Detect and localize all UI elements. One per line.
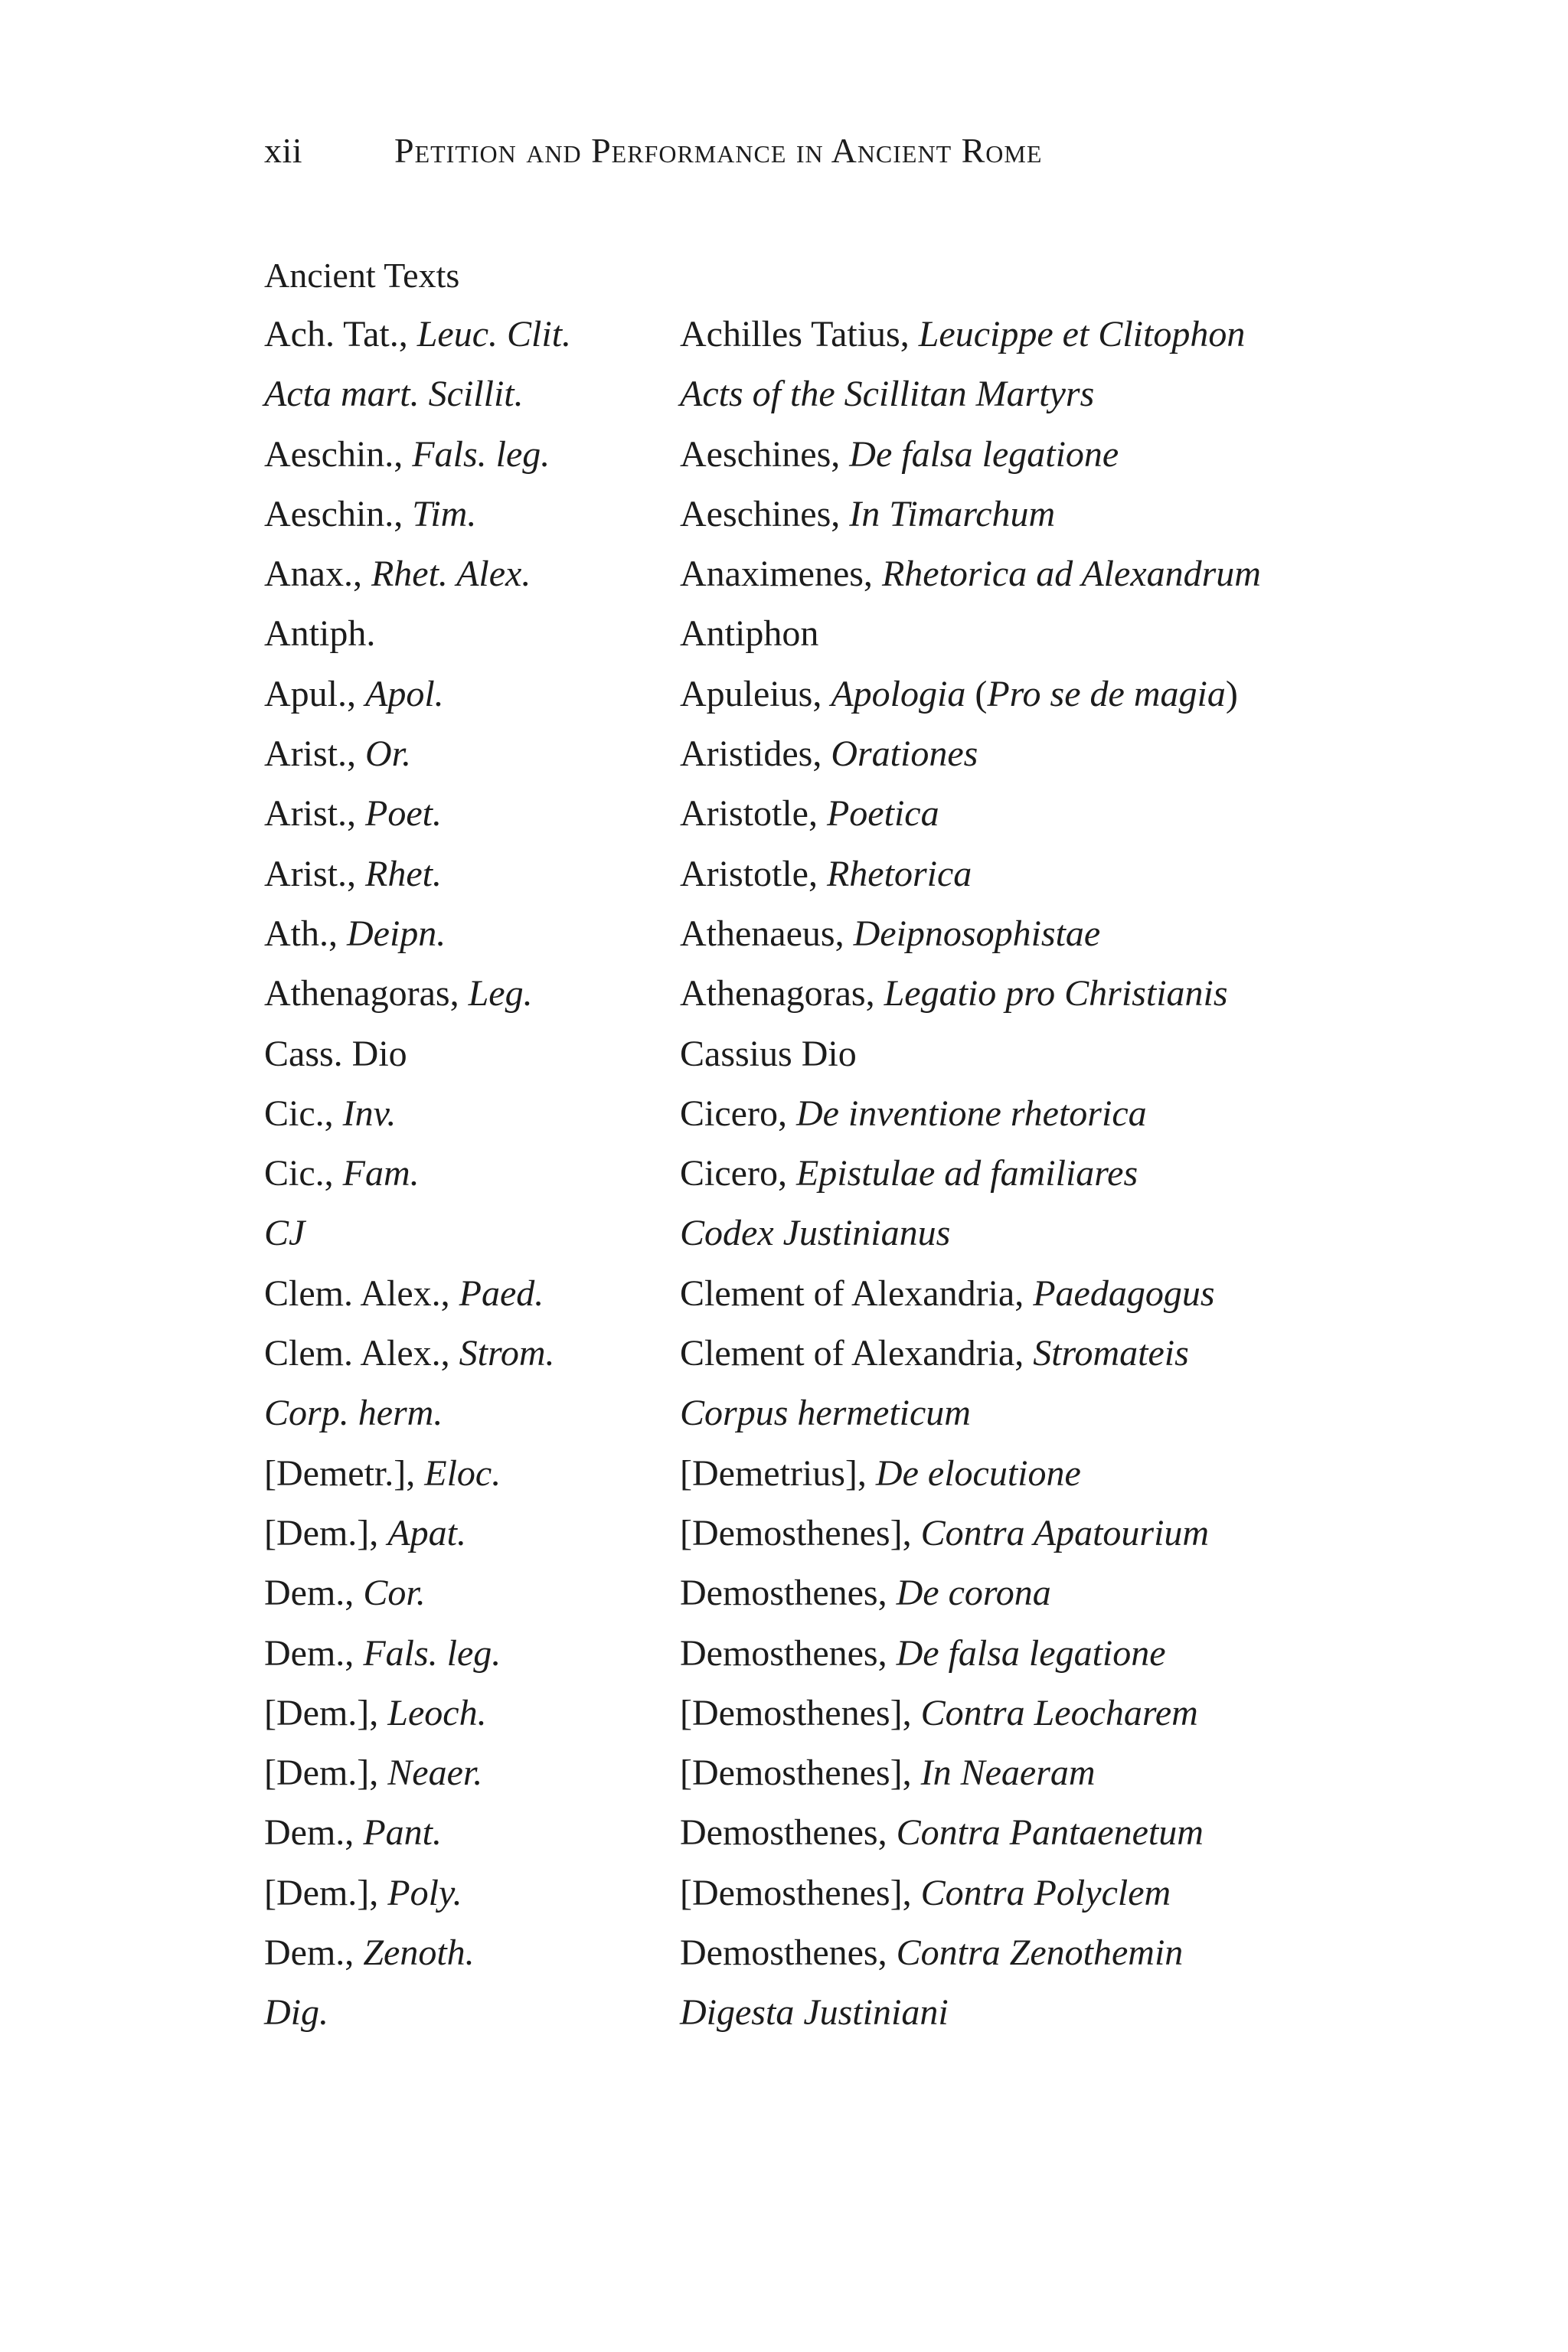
roman-text: Arist., [264, 853, 365, 894]
list-item [264, 964, 1413, 1024]
abbreviation [264, 1324, 680, 1383]
italic-text: In Neaeram [920, 1753, 1096, 1794]
list-item [264, 724, 1413, 784]
italic-text: Apol. [365, 673, 444, 714]
list-item [264, 904, 1413, 964]
italic-text: Leoch. [387, 1692, 487, 1733]
roman-text: Demosthenes, [680, 1812, 897, 1854]
abbreviation [264, 1684, 680, 1743]
abbreviation [264, 1144, 680, 1204]
roman-text: Aristides, [680, 733, 831, 775]
list-item [264, 1084, 1413, 1144]
list-item [264, 364, 1413, 424]
italic-text: Poet. [365, 793, 442, 835]
abbreviation [264, 1923, 680, 1983]
abbreviation [264, 1264, 680, 1324]
list-item [264, 305, 1413, 364]
italic-text: Deipnosophistae [853, 913, 1101, 954]
abbreviation [264, 425, 680, 485]
italic-text: Rhet. [365, 853, 442, 894]
full-title [680, 305, 1245, 364]
roman-text: Clement of Alexandria, [680, 1333, 1034, 1374]
abbreviation [264, 784, 680, 844]
roman-text: Arist., [264, 793, 365, 835]
running-title: Petition and Performance in Ancient Rome [394, 131, 1043, 170]
italic-text: Orationes [831, 733, 978, 775]
full-title [680, 1144, 1138, 1204]
roman-text: Cassius Dio [680, 1033, 857, 1074]
abbreviation [264, 1504, 680, 1563]
roman-text: Aristotle, [680, 853, 827, 894]
roman-text: Dem., [264, 1632, 364, 1674]
abbreviation [264, 904, 680, 964]
roman-text: Ach. Tat., [264, 314, 417, 354]
italic-text: Apologia [831, 673, 966, 714]
full-title [680, 1563, 1051, 1623]
list-item [264, 604, 1413, 664]
full-title [680, 1084, 1147, 1144]
list-item [264, 544, 1413, 604]
abbreviation [264, 1563, 680, 1623]
abbreviation [264, 1024, 680, 1084]
full-title [680, 1803, 1204, 1863]
roman-text: Cass. Dio [264, 1033, 407, 1074]
italic-text: Contra Apatourium [920, 1512, 1210, 1553]
roman-text: [Demosthenes], [680, 1872, 921, 1913]
abbreviation [264, 1444, 680, 1504]
roman-text: Dem., [264, 1932, 364, 1974]
full-title [680, 964, 1228, 1024]
italic-text: Epistulae ad familiares [795, 1153, 1138, 1194]
full-title [680, 1624, 1166, 1684]
roman-text: ) [1225, 673, 1238, 714]
italic-text: De elocutione [875, 1452, 1081, 1494]
italic-text: Digesta Justiniani [680, 1992, 949, 2034]
full-title [680, 1324, 1189, 1383]
list-item [264, 1504, 1413, 1563]
italic-text: De falsa legatione [896, 1632, 1166, 1674]
full-title [680, 1983, 949, 2043]
roman-text: Cicero, [680, 1093, 796, 1134]
running-header [264, 130, 1338, 184]
roman-text: Cicero, [680, 1153, 796, 1194]
abbreviation [264, 485, 680, 544]
italic-text: De corona [896, 1573, 1051, 1614]
list-item [264, 1563, 1413, 1623]
abbreviation [264, 665, 680, 724]
list-item [264, 1624, 1413, 1684]
roman-text: [Demosthenes], [680, 1512, 921, 1553]
italic-text: Eloc. [424, 1452, 501, 1494]
list-item [264, 1144, 1413, 1204]
roman-text: Clem. Alex., [264, 1333, 459, 1374]
abbreviation [264, 1624, 680, 1684]
full-title [680, 1923, 1183, 1983]
abbreviation-list [264, 305, 1413, 2043]
roman-text: Apuleius, [680, 673, 831, 714]
abbreviation [264, 364, 680, 424]
full-title [680, 1383, 971, 1443]
roman-text: Aeschin., [264, 493, 413, 534]
roman-text: Ath., [264, 913, 347, 954]
abbreviation [264, 964, 680, 1024]
list-item [264, 1684, 1413, 1743]
roman-text: Demosthenes, [680, 1632, 897, 1674]
italic-text: Poetica [826, 793, 939, 835]
roman-text: Demosthenes, [680, 1932, 897, 1974]
list-item [264, 1983, 1413, 2043]
full-title [680, 784, 939, 844]
full-title [680, 544, 1261, 604]
italic-text: Rhetorica ad Alexandrum [881, 554, 1261, 595]
roman-text: Antiph. [264, 613, 376, 655]
italic-text: Zenoth. [363, 1932, 475, 1974]
abbreviation [264, 544, 680, 604]
abbreviation [264, 724, 680, 784]
italic-text: Strom. [459, 1333, 555, 1374]
full-title [680, 844, 972, 904]
roman-text: Aeschines, [680, 493, 850, 534]
list-item [264, 1264, 1413, 1324]
italic-text: Deipn. [347, 913, 446, 954]
list-item [264, 1024, 1413, 1084]
italic-text: Inv. [342, 1093, 397, 1134]
roman-text: [Dem.], [264, 1872, 388, 1913]
section-title: Ancient Texts [264, 256, 460, 295]
italic-text: Stromateis [1033, 1333, 1189, 1374]
italic-text: De inventione rhetorica [795, 1093, 1147, 1134]
full-title [680, 724, 978, 784]
list-item [264, 844, 1413, 904]
italic-text: Pro se de magia [987, 673, 1226, 714]
italic-text: Rhet. Alex. [371, 554, 531, 595]
roman-text: Cic., [264, 1153, 343, 1194]
italic-text: In Timarchum [849, 493, 1056, 534]
italic-text: Tim. [412, 493, 477, 534]
full-title [680, 1504, 1209, 1563]
roman-text: Athenaeus, [680, 913, 854, 954]
full-title [680, 604, 818, 664]
roman-text: Cic., [264, 1093, 343, 1134]
full-title [680, 665, 1238, 724]
italic-text: Corp. herm. [264, 1393, 443, 1434]
italic-text: Paedagogus [1033, 1272, 1215, 1314]
roman-text: Arist., [264, 733, 365, 775]
roman-text: Anaximenes, [680, 554, 882, 595]
roman-text: [Demosthenes], [680, 1753, 921, 1794]
roman-text: [Demetr.], [264, 1452, 425, 1494]
full-title [680, 1864, 1171, 1923]
roman-text: Dem., [264, 1573, 364, 1614]
italic-text: Or. [365, 733, 412, 775]
roman-text: Clem. Alex., [264, 1272, 459, 1314]
roman-text: Aeschin., [264, 433, 413, 475]
list-item [264, 665, 1413, 724]
italic-text: Fals. leg. [363, 1632, 501, 1674]
full-title [680, 904, 1100, 964]
roman-text: Antiphon [680, 613, 819, 655]
full-title [680, 1204, 950, 1263]
full-title [680, 1024, 857, 1084]
italic-text: Paed. [459, 1272, 544, 1314]
list-item [264, 1204, 1413, 1263]
italic-text: Leg. [468, 973, 533, 1014]
page-number: xii [264, 131, 303, 170]
list-item [264, 1743, 1413, 1803]
full-title [680, 1684, 1198, 1743]
roman-text: Dem., [264, 1812, 364, 1854]
roman-text: Demosthenes, [680, 1573, 897, 1614]
italic-text: Contra Pantaenetum [896, 1812, 1204, 1854]
italic-text: Leuc. Clit. [416, 314, 572, 354]
full-title [680, 1743, 1096, 1803]
full-title [680, 364, 1094, 424]
abbreviation [264, 1383, 680, 1443]
roman-text: [Dem.], [264, 1512, 388, 1553]
italic-text: Fals. leg. [412, 433, 550, 475]
list-item [264, 784, 1413, 844]
italic-text: De falsa legatione [849, 433, 1119, 475]
list-item [264, 425, 1413, 485]
list-item [264, 1324, 1413, 1383]
abbreviation [264, 1084, 680, 1144]
roman-text: Clement of Alexandria, [680, 1272, 1034, 1314]
italic-text: Corpus hermeticum [680, 1393, 971, 1434]
roman-text: [Demetrius], [680, 1452, 876, 1494]
roman-text: Apul., [264, 673, 365, 714]
list-item [264, 1923, 1413, 1983]
abbreviation [264, 604, 680, 664]
italic-text: Dig. [264, 1992, 328, 2034]
italic-text: Rhetorica [826, 853, 972, 894]
abbreviation [264, 1743, 680, 1803]
full-title [680, 485, 1055, 544]
italic-text: Legatio pro Christianis [884, 973, 1228, 1014]
italic-text: Neaer. [387, 1753, 483, 1794]
roman-text: Aristotle, [680, 793, 827, 835]
italic-text: Codex Justinianus [680, 1213, 951, 1254]
list-item [264, 1864, 1413, 1923]
italic-text: Pant. [363, 1812, 442, 1854]
roman-text: Athenagoras, [264, 973, 469, 1014]
list-item [264, 1803, 1413, 1863]
abbreviation [264, 1864, 680, 1923]
list-item [264, 1444, 1413, 1504]
italic-text: CJ [264, 1213, 305, 1254]
italic-text: Fam. [342, 1153, 420, 1194]
list-item [264, 1383, 1413, 1443]
italic-text: Leucippe et Clitophon [918, 314, 1246, 354]
abbreviation [264, 305, 680, 364]
roman-text: ( [965, 673, 988, 714]
italic-text: Cor. [363, 1573, 426, 1614]
italic-text: Acts of the Scillitan Martyrs [680, 374, 1095, 415]
roman-text: Anax., [264, 554, 371, 595]
italic-text: Acta mart. Scillit. [264, 374, 524, 415]
roman-text: Athenagoras, [680, 973, 884, 1014]
full-title [680, 1444, 1081, 1504]
roman-text: [Dem.], [264, 1692, 388, 1733]
roman-text: Aeschines, [680, 433, 850, 475]
full-title [680, 1264, 1215, 1324]
full-title [680, 425, 1119, 485]
italic-text: Contra Polyclem [920, 1872, 1171, 1913]
italic-text: Apat. [387, 1512, 466, 1553]
italic-text: Contra Zenothemin [896, 1932, 1184, 1974]
italic-text: Poly. [387, 1872, 462, 1913]
abbreviation [264, 1983, 680, 2043]
italic-text: Contra Leocharem [920, 1692, 1198, 1733]
roman-text: [Demosthenes], [680, 1692, 921, 1733]
roman-text: [Dem.], [264, 1753, 388, 1794]
abbreviation [264, 1803, 680, 1863]
roman-text: Achilles Tatius, [680, 314, 919, 354]
abbreviation [264, 844, 680, 904]
list-item [264, 485, 1413, 544]
abbreviation [264, 1204, 680, 1263]
